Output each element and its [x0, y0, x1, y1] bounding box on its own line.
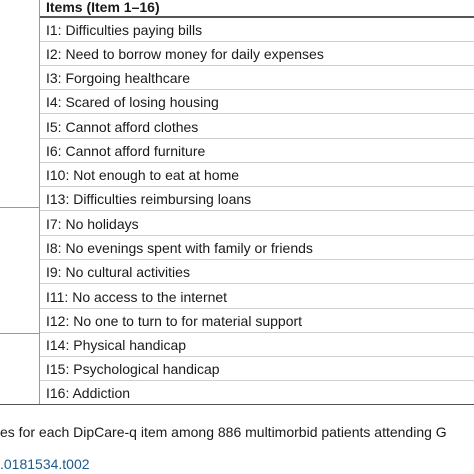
row-item-label: I13: Difficulties reimbursing loans [46, 191, 252, 207]
table-bottom-rule [0, 404, 474, 405]
row-item-label: I14: Physical handicap [46, 337, 187, 353]
table-row [40, 163, 474, 187]
column-header-items: Items (Item 1–16) [46, 0, 160, 15]
row-item-label: I16: Addiction [46, 385, 131, 401]
row-item-label: I15: Psychological handicap [46, 361, 220, 377]
table-row [40, 285, 474, 309]
row-item-label: I1: Difficulties paying bills [46, 22, 203, 38]
row-item-label: I4: Scared of losing housing [46, 94, 219, 110]
table-row [40, 260, 474, 284]
table-row [40, 115, 474, 139]
table-row [40, 309, 474, 333]
row-item-label: I8: No evenings spent with family or friends [46, 240, 313, 256]
table-row [40, 381, 474, 405]
row-item-label: I5: Cannot afford clothes [46, 119, 199, 135]
table-row [40, 42, 474, 66]
table-row [40, 212, 474, 236]
row-item-label: I11: No access to the internet [46, 289, 228, 305]
row-item-label: I10: Not enough to eat at home [46, 167, 240, 183]
table-row [40, 90, 474, 114]
row-item-label: I7: No holidays [46, 216, 139, 232]
row-item-label: I9: No cultural activities [46, 264, 190, 280]
group-divider [0, 333, 40, 334]
row-item-label: I6: Cannot afford furniture [46, 143, 206, 159]
row-item-label: I12: No one to turn to for material support [46, 313, 303, 329]
doi-link[interactable]: .0181534.t002 [0, 456, 90, 472]
table-row [40, 187, 474, 211]
table-row [40, 357, 474, 381]
table-row [40, 236, 474, 260]
group-divider [0, 207, 40, 208]
table-row [40, 66, 474, 90]
table-caption: es for each DipCare-q item among 886 multimorbid patients attending G [0, 424, 447, 440]
table-row [40, 18, 474, 42]
table-row [40, 139, 474, 163]
row-item-label: I3: Forgoing healthcare [46, 70, 190, 86]
row-item-label: I2: Need to borrow money for daily expenses [46, 46, 324, 62]
table-row [40, 333, 474, 357]
